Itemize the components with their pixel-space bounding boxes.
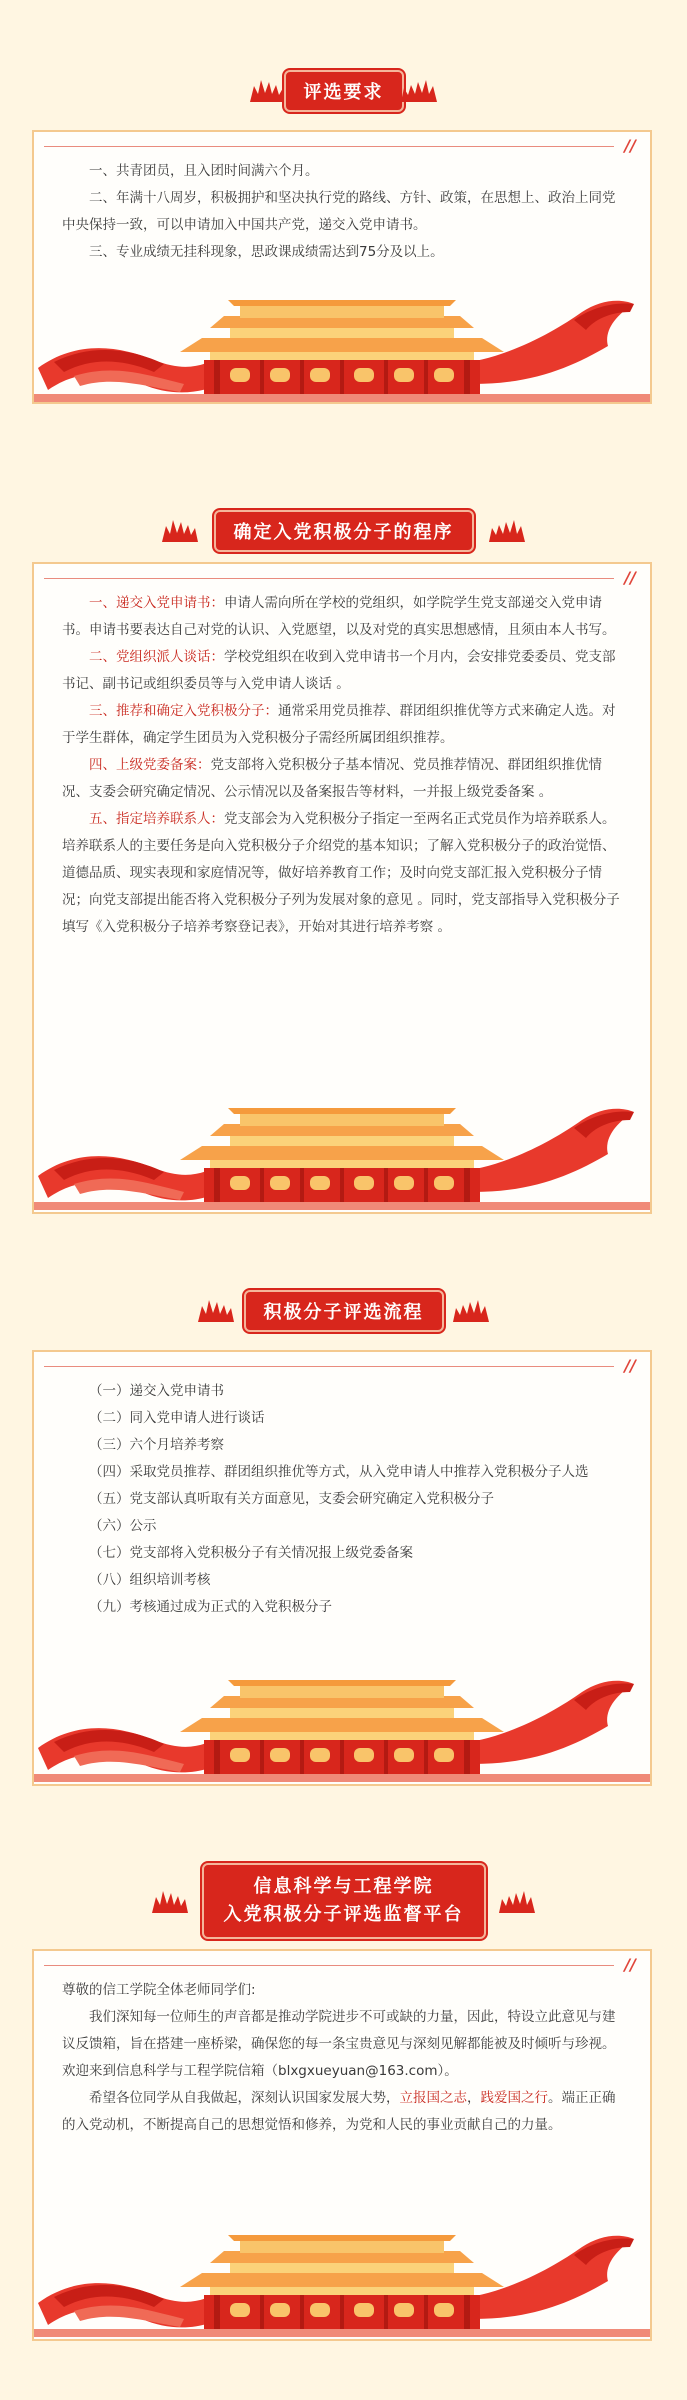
divider xyxy=(44,578,614,579)
flow-step: （一）递交入党申请书 xyxy=(89,1383,224,1399)
card-mark: // xyxy=(624,568,636,587)
flame-right-icon xyxy=(489,516,527,542)
section-title: 评选要求 xyxy=(284,70,404,112)
flow-step: （六）公示 xyxy=(89,1518,157,1534)
flow-step: （三）六个月培养考察 xyxy=(89,1437,224,1453)
flame-left-icon xyxy=(160,516,198,542)
procedure-item xyxy=(62,590,626,644)
card-mark: // xyxy=(624,1955,636,1974)
section-title-bar xyxy=(0,1855,687,1935)
section-title-bar xyxy=(0,60,687,120)
flow-step: （四）采取党员推荐、群团组织推优等方式，从入党申请人中推荐入党积极分子人选 xyxy=(89,1464,589,1480)
content-card xyxy=(32,562,652,1214)
flame-right-icon xyxy=(401,76,439,102)
flame-left-icon xyxy=(248,76,286,102)
paragraph: 一、共青团员，且入团时间满六个月。 xyxy=(89,163,319,179)
section-title: 确定入党积极分子的程序 xyxy=(214,510,474,552)
paragraph xyxy=(62,2085,626,2139)
procedure-step-heading: 一、递交入党申请书： xyxy=(89,595,224,611)
highlight-text: 立报国之志 xyxy=(399,2090,467,2106)
content-card xyxy=(32,1949,652,2341)
section-procedure xyxy=(0,500,687,935)
card-body xyxy=(62,1378,626,1621)
paragraph: 我们深知每一位师生的声音都是推动学院进步不可或缺的力量，因此，特设立此意见与建议反馈箱，旨在搭建一座桥梁，确保您的每一条宝贵意见与深刻见解都能被及时倾听与珍视。欢迎来到信息科学与工程学院信箱（blxgxueyuan@163.com）。 xyxy=(62,2009,616,2079)
procedure-step-text: 党支部将入党积极分子基本情况、党员推荐情况、群团组织推优情况、支委会研究确定情况、公示情况以及备案报告等材料，一并报上级党委备案 。 xyxy=(62,757,602,800)
paragraph-text: ， xyxy=(467,2090,481,2106)
section-title-line: 入党积极分子评选监督平台 xyxy=(223,1904,464,1925)
procedure-step-text: 申请人需向所在学校的党组织，如学院学生党支部递交入党申请书。申请书要表达自己对党的认识、入党愿望，以及对党的真实思想感情，且须由本人书写。 xyxy=(62,595,616,638)
procedure-item xyxy=(62,806,626,941)
section-title-line: 信息科学与工程学院 xyxy=(253,1876,434,1897)
procedure-step-text: 通常采用党员推荐、群团组织推优等方式来确定人选。对于学生群体，确定学生团员为入党积极分子需经所属团组织推荐。 xyxy=(62,703,616,746)
flow-step: （七）党支部将入党积极分子有关情况报上级党委备案 xyxy=(89,1545,413,1561)
section-title-bar xyxy=(0,1280,687,1340)
section-title: 积极分子评选流程 xyxy=(244,1290,444,1332)
content-card xyxy=(32,130,652,404)
card-body xyxy=(62,1977,626,2139)
flame-left-icon xyxy=(150,1887,188,1913)
procedure-item xyxy=(62,752,626,806)
divider xyxy=(44,1366,614,1367)
flame-left-icon xyxy=(196,1296,234,1322)
procedure-step-heading: 三、推荐和确定入党积极分子： xyxy=(89,703,278,719)
section-supervision-platform xyxy=(0,1855,687,2133)
paragraph: 二、年满十八周岁，积极拥护和坚决执行党的路线、方针、政策，在思想上、政治上同党中央保持一致，可以申请加入中国共产党，递交入党申请书。 xyxy=(62,190,616,233)
divider xyxy=(44,1965,614,1966)
section-requirements xyxy=(0,60,687,260)
procedure-step-heading: 四、上级党委备案： xyxy=(89,757,211,773)
highlight-text: 践爱国之行 xyxy=(480,2090,548,2106)
flow-step: （九）考核通过成为正式的入党积极分子 xyxy=(89,1599,332,1615)
section-selection-flow xyxy=(0,1280,687,1615)
divider xyxy=(44,146,614,147)
palace-illustration-icon xyxy=(34,272,650,402)
procedure-step-heading: 五、指定培养联系人： xyxy=(89,811,224,827)
flow-step: （五）党支部认真听取有关方面意见，支委会研究确定入党积极分子 xyxy=(89,1491,494,1507)
flame-right-icon xyxy=(499,1887,537,1913)
procedure-item xyxy=(62,644,626,698)
flame-right-icon xyxy=(453,1296,491,1322)
paragraph-text: 。端正正确的入党动机，不断提高自己的思想觉悟和修养，为党和人民的事业贡献自己的力量。 xyxy=(62,2090,616,2133)
card-mark: // xyxy=(624,1356,636,1375)
card-body xyxy=(62,158,626,266)
section-title-bar xyxy=(0,500,687,560)
palace-illustration-icon xyxy=(34,1652,650,1782)
paragraph: 三、专业成绩无挂科现象，思政课成绩需达到75分及以上。 xyxy=(89,244,444,260)
flow-step: （二）同入党申请人进行谈话 xyxy=(89,1410,265,1426)
procedure-step-heading: 二、党组织派人谈话： xyxy=(89,649,224,665)
procedure-item xyxy=(62,698,626,752)
card-body xyxy=(62,590,626,941)
card-mark: // xyxy=(624,136,636,155)
greeting: 尊敬的信工学院全体老师同学们: xyxy=(62,1982,256,1998)
content-card xyxy=(32,1350,652,1786)
procedure-step-text: 学校党组织在收到入党申请书一个月内，会安排党委委员、党支部书记、副书记或组织委员等与入党申请人谈话 。 xyxy=(62,649,616,692)
flow-step: （八）组织培训考核 xyxy=(89,1572,211,1588)
paragraph-text: 希望各位同学从自我做起，深刻认识国家发展大势， xyxy=(89,2090,400,2106)
section-title xyxy=(202,1863,486,1939)
palace-illustration-icon xyxy=(34,2207,650,2337)
palace-illustration-icon xyxy=(34,1080,650,1210)
procedure-step-text: 党支部会为入党积极分子指定一至两名正式党员作为培养联系人。培养联系人的主要任务是向入党积极分子介绍党的基本知识；了解入党积极分子的政治觉悟、道德品质、现实表现和家庭情况等，做好培养教育工作；及时向党支部汇报入党积极分子情况；向党支部提出能否将入党积极分子列为发展对象的意见 。同时，党支部指导入党积极分子填写《入党积极分子培养考察登记表》，开始对其进行培养考察 。 xyxy=(62,811,620,935)
